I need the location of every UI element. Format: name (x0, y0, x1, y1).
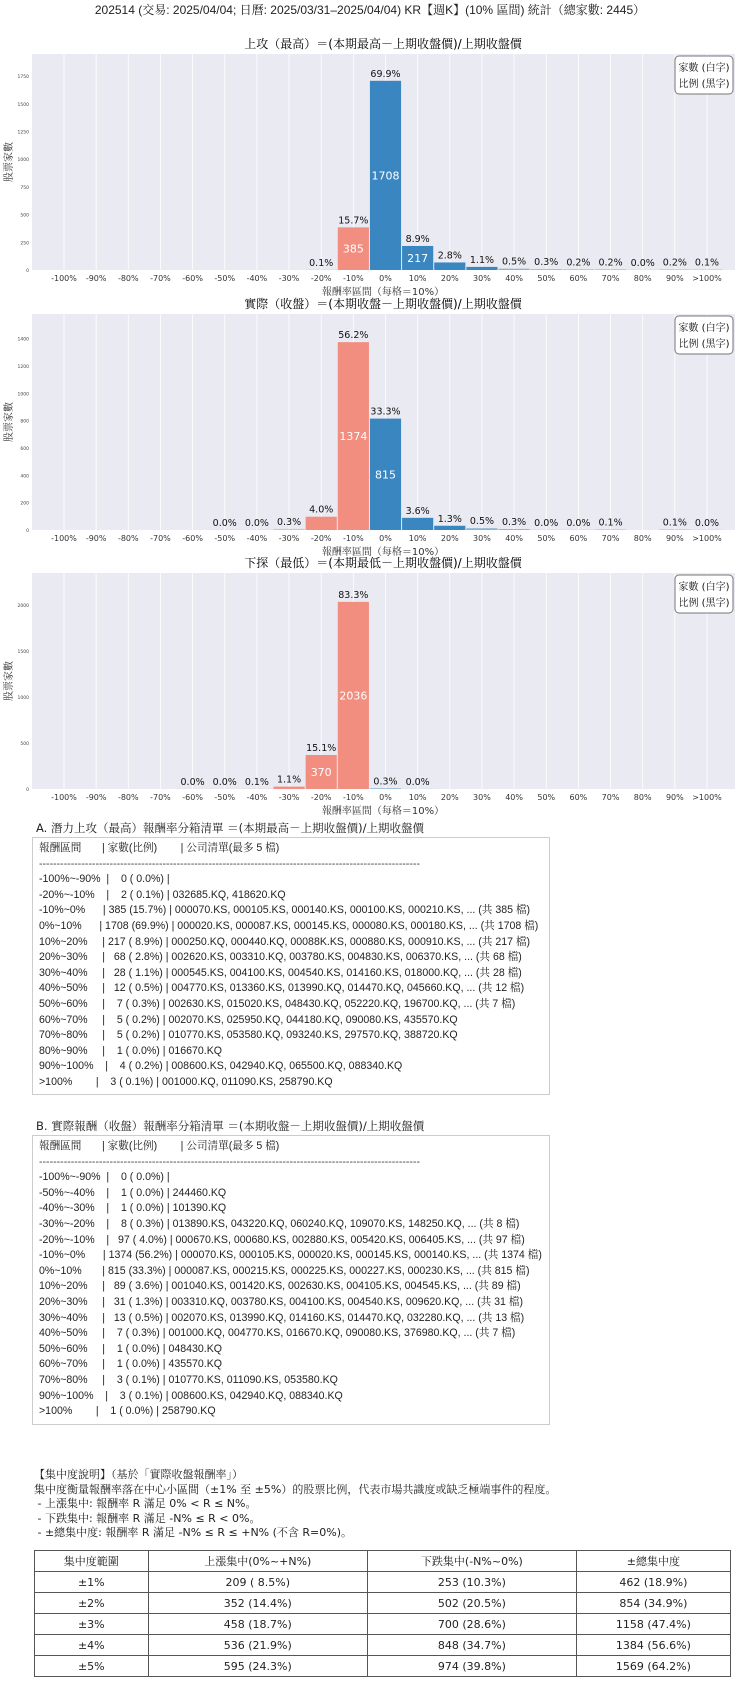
table-cell: 1569 (64.2%) (576, 1656, 730, 1677)
x-tick-label: 90% (665, 274, 684, 283)
list-row: 60%~70% | 1 ( 0.0%) | 435570.KQ (39, 1358, 223, 1371)
bar-percent-label: 33.3% (370, 406, 401, 418)
bar (434, 262, 465, 270)
table-row (35, 1572, 731, 1593)
y-tick-label: 1000 (17, 158, 29, 164)
y-tick-label: 800 (20, 419, 29, 425)
y-tick-label: 400 (20, 474, 29, 480)
x-tick-label: -60% (182, 534, 203, 543)
y-tick-label: 0 (26, 788, 29, 793)
note-line: - 下跌集中: 報酬率 R 滿足 -N% ≤ R < 0%。 (34, 1511, 261, 1525)
bar-percent-label: 0.3% (276, 516, 302, 528)
y-tick-label: 200 (20, 501, 29, 507)
list-row: -10%~0% | 1374 (56.2%) | 000070.KS, 000105.KS, 000020.KS, 000145.KS, 000140.KS, ... (共 1374 檔) (39, 1249, 542, 1262)
y-axis-label: 股票家數 (4, 142, 15, 182)
x-tick-label: -10% (343, 274, 364, 283)
x-tick-label: -30% (278, 793, 300, 802)
bar-percent-label: 0.5% (469, 516, 495, 528)
table-row (35, 1635, 731, 1656)
bar-percent-label: 83.3% (338, 589, 369, 601)
list-divider: ------------------------------------------------------------------------------------------------------------ (39, 857, 421, 870)
chart-downside-low (0, 553, 740, 815)
x-tick-label: 60% (569, 274, 588, 283)
x-tick-label: 20% (440, 274, 459, 283)
x-tick-label: 0% (379, 274, 392, 283)
y-tick-label: 1000 (17, 696, 29, 702)
y-tick-label: 1400 (17, 337, 29, 343)
table-cell: 974 (39.8%) (367, 1656, 576, 1677)
y-tick-label: 0 (26, 529, 29, 534)
bar-percent-label: 0.2% (662, 257, 687, 269)
legend-entry: 家數 (白字) (678, 323, 730, 334)
table-header-cell: 上漲集中(0%~+N%) (148, 1551, 367, 1572)
x-tick-label: -40% (246, 793, 268, 802)
x-tick-label: 60% (569, 793, 588, 802)
x-tick-label: -10% (343, 793, 364, 802)
list-row: 50%~60% | 1 ( 0.0%) | 048430.KQ (39, 1342, 223, 1355)
x-tick-label: 80% (633, 274, 652, 283)
bar-count-label: 370 (310, 765, 332, 779)
legend-entry: 比例 (黑字) (678, 339, 730, 350)
x-tick-label: 70% (601, 793, 620, 802)
x-tick-label: -50% (214, 274, 236, 283)
bar (370, 788, 401, 789)
list-row: -100%~-90% | 0 ( 0.0%) | (39, 1171, 170, 1184)
x-tick-label: 20% (440, 534, 459, 543)
chart-actual-close (0, 294, 740, 556)
table-cell: 1384 (56.6%) (576, 1635, 730, 1656)
bar-percent-label: 0.0% (694, 517, 720, 529)
list-header: 報酬區間 | 家數(比例) | 公司清單(最多 5 檔) (39, 842, 280, 854)
y-tick-label: 1250 (17, 130, 29, 136)
x-tick-label: -20% (310, 274, 332, 283)
bar-percent-label: 0.1% (694, 257, 720, 269)
x-tick-label: 80% (633, 793, 652, 802)
x-tick-label: 70% (601, 274, 620, 283)
x-tick-label: -70% (150, 534, 171, 543)
bar-percent-label: 0.0% (534, 517, 559, 529)
x-tick-label: -90% (85, 534, 107, 543)
y-tick-label: 1200 (17, 364, 29, 370)
y-tick-label: 250 (20, 241, 29, 247)
table-row (35, 1656, 731, 1677)
x-tick-label: 40% (505, 274, 523, 283)
list-row: 80%~90% | 1 ( 0.0%) | 016670.KQ (39, 1044, 223, 1057)
list-divider: ------------------------------------------------------------------------------------------------------------ (39, 1155, 421, 1168)
list-row: -20%~-10% | 97 ( 4.0%) | 000670.KS, 000680.KS, 002880.KS, 005420.KS, 006405.KS, ... (共 97 檔) (39, 1233, 525, 1246)
table-row (35, 1593, 731, 1614)
chart-title: 上攻（最高）＝(本期最高－上期收盤價)/上期收盤價 (244, 37, 522, 51)
y-tick-label: 1750 (17, 75, 29, 81)
x-axis-label: 報酬率區間（每格＝10%） (321, 287, 445, 296)
x-tick-label: 30% (473, 793, 491, 802)
x-tick-label: -30% (278, 534, 300, 543)
x-tick-label: 50% (537, 534, 556, 543)
y-tick-label: 600 (20, 446, 29, 452)
bar (499, 269, 530, 270)
list-row: -40%~-30% | 1 ( 0.0%) | 101390.KQ (39, 1202, 227, 1215)
bar-percent-label: 0.0% (212, 517, 237, 529)
list-row: 90%~100% | 3 ( 0.1%) | 008600.KS, 042940.KQ, 088340.KQ (39, 1389, 343, 1402)
list-row: -30%~-20% | 8 ( 0.3%) | 013890.KS, 043220.KQ, 060240.KQ, 109070.KS, 148250.KQ, ... (共 8 檔) (39, 1217, 520, 1230)
x-tick-label: 50% (537, 274, 556, 283)
bar (499, 529, 530, 530)
x-tick-label: -80% (117, 534, 139, 543)
bar (531, 269, 562, 270)
section-b-title: B. 實際報酬（收盤）報酬率分箱清單 ＝(本期收盤－上期收盤價)/上期收盤價 (36, 1119, 425, 1133)
x-tick-label: 0% (379, 534, 392, 543)
x-tick-label: -50% (214, 534, 236, 543)
list-row: 10%~20% | 217 ( 8.9%) | 000250.KQ, 000440.KQ, 00088K.KS, 000880.KS, 000910.KS, ... (共 217 檔) (39, 935, 531, 948)
note-line: - ±總集中度: 報酬率 R 滿足 -N% ≤ R ≤ +N% (不含 R=0%)。 (34, 1526, 353, 1539)
bar-percent-label: 0.3% (373, 776, 398, 788)
bar-percent-label: 8.9% (405, 233, 430, 245)
y-tick-label: 0 (26, 269, 29, 274)
legend-entry: 比例 (黑字) (678, 79, 730, 90)
table-cell: 352 (14.4%) (148, 1593, 367, 1614)
y-tick-label: 500 (20, 213, 29, 219)
list-row: >100% | 3 ( 0.1%) | 001000.KQ, 011090.KS, 258790.KQ (39, 1075, 333, 1088)
x-tick-label: -60% (182, 274, 203, 283)
bar (434, 526, 465, 530)
bar-percent-label: 15.1% (306, 742, 337, 754)
table-cell: ±3% (35, 1614, 149, 1635)
list-row: 50%~60% | 7 ( 0.3%) | 002630.KS, 015020.KS, 048430.KQ, 052220.KQ, 196700.KQ, ... (共 7 檔) (39, 997, 516, 1010)
bar-count-label: 1374 (339, 430, 368, 444)
x-tick-label: -70% (150, 793, 171, 802)
x-tick-label: -20% (310, 793, 332, 802)
x-tick-label: 70% (601, 534, 620, 543)
table-cell: 595 (24.3%) (148, 1656, 367, 1677)
chart-title: 實際（收盤）＝(本期收盤－上期收盤價)/上期收盤價 (244, 297, 522, 311)
bar-percent-label: 0.0% (212, 776, 237, 788)
bar-percent-label: 0.0% (566, 517, 591, 529)
table-cell: ±5% (35, 1656, 149, 1677)
bar-percent-label: 0.3% (502, 517, 527, 529)
x-tick-label: -60% (182, 793, 203, 802)
plot-area (32, 573, 735, 789)
bar-percent-label: 0.0% (244, 517, 269, 529)
x-tick-label: 90% (665, 793, 684, 802)
table-cell: 462 (18.9%) (576, 1572, 730, 1593)
x-tick-label: 10% (408, 793, 427, 802)
bar-percent-label: 0.0% (180, 776, 205, 788)
list-row: 0%~10% | 815 (33.3%) | 000087.KS, 000215.KS, 000225.KS, 000227.KS, 000230.KS, ... (共 815 檔) (39, 1264, 530, 1277)
x-tick-label: -30% (278, 274, 300, 283)
list-row: -100%~-90% | 0 ( 0.0%) | (39, 873, 170, 886)
table-cell: 253 (10.3%) (367, 1572, 576, 1593)
bar (466, 267, 497, 270)
list-row: 0%~10% | 1708 (69.9%) | 000020.KS, 000087.KS, 000145.KS, 000080.KS, 000180.KS, ... (共 1708 檔) (39, 919, 539, 932)
chart-upside-high (0, 34, 740, 296)
x-tick-label: 30% (473, 274, 491, 283)
x-tick-label: -90% (85, 793, 107, 802)
y-axis-label: 股票家數 (4, 661, 15, 701)
bar-count-label: 2036 (339, 689, 368, 703)
bar (563, 269, 594, 270)
x-tick-label: 90% (665, 534, 684, 543)
concentration-notes (34, 1468, 556, 1541)
x-axis-label: 報酬率區間（每格＝10%） (321, 806, 445, 815)
bar-percent-label: 0.3% (534, 257, 559, 269)
x-tick-label: 40% (505, 793, 523, 802)
table-cell: 848 (34.7%) (367, 1635, 576, 1656)
x-tick-label: 0% (379, 793, 392, 802)
x-tick-label: -90% (85, 274, 107, 283)
x-tick-label: 80% (633, 534, 652, 543)
x-tick-label: 20% (440, 793, 459, 802)
section-b-list (32, 1135, 550, 1425)
x-tick-label: -40% (246, 534, 268, 543)
chart-title: 下探（最低）＝(本期最低－上期收盤價)/上期收盤價 (244, 556, 522, 570)
x-tick-label: -100% (51, 793, 77, 802)
list-row: 10%~20% | 89 ( 3.6%) | 001040.KS, 001420.KS, 002630.KS, 004105.KS, 004545.KS, ... (共 89 檔) (39, 1280, 521, 1293)
bar (595, 269, 626, 270)
table-cell: 458 (18.7%) (148, 1614, 367, 1635)
section-a-title: A. 潛力上攻（最高）報酬率分箱清單 ＝(本期最高－上期收盤價)/上期收盤價 (36, 821, 424, 835)
bar-count-label: 815 (375, 468, 396, 482)
table-cell: 536 (21.9%) (148, 1635, 367, 1656)
list-row: 40%~50% | 12 ( 0.5%) | 004770.KS, 013360.KS, 013990.KQ, 014470.KQ, 045660.KQ, ... (共 12 檔) (39, 982, 525, 995)
bar-percent-label: 3.6% (405, 505, 430, 517)
y-tick-label: 1000 (17, 392, 29, 398)
x-tick-label: 40% (505, 534, 523, 543)
x-tick-label: 60% (569, 534, 588, 543)
bar (306, 517, 337, 530)
x-tick-label: -70% (150, 274, 171, 283)
table-cell: ±4% (35, 1635, 149, 1656)
table-row (35, 1614, 731, 1635)
bar-percent-label: 0.5% (502, 256, 527, 268)
list-row: 40%~50% | 7 ( 0.3%) | 001000.KQ, 004770.KS, 016670.KQ, 090080.KS, 376980.KQ, ... (共 7 檔) (39, 1327, 516, 1340)
x-tick-label: 10% (408, 534, 427, 543)
x-tick-label: 10% (408, 274, 427, 283)
table-cell: ±2% (35, 1593, 149, 1614)
list-row: 30%~40% | 28 ( 1.1%) | 000545.KS, 004100.KS, 004540.KS, 014160.KS, 018000.KQ, ... (共 28 檔) (39, 966, 522, 979)
bar-percent-label: 1.1% (276, 774, 302, 786)
table-cell: ±1% (35, 1572, 149, 1593)
legend-entry: 比例 (黑字) (678, 598, 730, 609)
list-row: 70%~80% | 5 ( 0.2%) | 010770.KS, 053580.KQ, 093240.KS, 297570.KQ, 388720.KQ (39, 1029, 458, 1042)
bar-count-label: 385 (342, 242, 364, 256)
x-axis-label: 報酬率區間（每格＝10%） (321, 547, 445, 556)
bar-count-label: 1708 (371, 169, 400, 183)
list-row: >100% | 1 ( 0.0%) | 258790.KQ (39, 1405, 216, 1418)
bar-percent-label: 69.9% (370, 68, 401, 80)
bar-percent-label: 1.3% (437, 513, 462, 525)
list-row: -10%~0% | 385 (15.7%) | 000070.KS, 000105.KS, 000140.KS, 000100.KS, 000210.KS, ... (共 385 檔) (39, 904, 531, 917)
y-tick-label: 500 (20, 742, 29, 748)
bar (273, 529, 304, 530)
y-tick-label: 2000 (17, 604, 29, 610)
table-cell: 854 (34.9%) (576, 1593, 730, 1614)
note-line: 集中度衡量報酬率落在中心小區間（±1% 至 ±5%）的股票比例，代表市場共識度或缺乏極端事件的程度。 (34, 1482, 557, 1496)
bar-percent-label: 0.2% (598, 257, 623, 269)
bar (466, 528, 497, 530)
bar-percent-label: 0.2% (566, 257, 591, 269)
x-tick-label: -80% (117, 793, 139, 802)
list-row: 60%~70% | 5 ( 0.2%) | 002070.KS, 025950.KQ, 044180.KQ, 090080.KS, 435570.KQ (39, 1013, 458, 1026)
x-tick-label: -40% (246, 274, 268, 283)
main-title: 202514 (交易: 2025/04/04; 日曆: 2025/03/31–2025/04/04) KR【週K】(10% 區間) 統計（總家數: 2445） (94, 3, 646, 17)
list-row: 70%~80% | 3 ( 0.1%) | 010770.KS, 011090.KS, 053580.KQ (39, 1373, 338, 1386)
bar-percent-label: 2.8% (437, 250, 462, 262)
bar (402, 518, 433, 530)
list-row: 20%~30% | 68 ( 2.8%) | 002620.KS, 003310.KQ, 003780.KS, 004830.KS, 006370.KS, ... (共 68 檔) (39, 951, 522, 964)
list-row: -20%~-10% | 2 ( 0.1%) | 032685.KQ, 418620.KQ (39, 888, 286, 901)
x-tick-label: -20% (310, 534, 332, 543)
legend-entry: 家數 (白字) (678, 582, 730, 593)
bar-percent-label: 0.0% (630, 257, 655, 269)
x-tick-label: -100% (51, 274, 77, 283)
table-cell: 502 (20.5%) (367, 1593, 576, 1614)
note-line: - 上漲集中: 報酬率 R 滿足 0% < R ≤ N%。 (34, 1497, 257, 1510)
list-row: 30%~40% | 13 ( 0.5%) | 002070.KS, 013990.KQ, 014160.KS, 014470.KQ, 032280.KQ, ... (共 13 檔) (39, 1311, 525, 1324)
bar-percent-label: 0.0% (405, 776, 430, 788)
bar-percent-label: 1.1% (469, 254, 495, 266)
bar-percent-label: 0.1% (309, 257, 334, 269)
table-cell: 700 (28.6%) (367, 1614, 576, 1635)
concentration-table (34, 1550, 731, 1677)
bar-percent-label: 4.0% (309, 504, 334, 516)
bar-percent-label: 0.1% (244, 776, 269, 788)
y-tick-label: 1500 (17, 102, 29, 108)
list-row: 20%~30% | 31 ( 1.3%) | 003310.KQ, 003780.KS, 004100.KS, 004540.KS, 009620.KQ, ... (共 31 檔) (39, 1295, 523, 1308)
x-tick-label: >100% (692, 274, 722, 283)
section-a-list (32, 837, 550, 1095)
bar-percent-label: 15.7% (338, 215, 369, 227)
y-tick-label: 1500 (17, 650, 29, 656)
x-tick-label: -50% (214, 793, 236, 802)
y-tick-label: 750 (20, 185, 29, 191)
table-cell: 209 ( 8.5%) (148, 1572, 367, 1593)
y-axis-label: 股票家數 (4, 402, 15, 442)
bar-percent-label: 56.2% (338, 330, 369, 342)
legend-entry: 家數 (白字) (678, 63, 730, 74)
bar-percent-label: 0.1% (598, 517, 623, 529)
x-tick-label: -100% (51, 534, 77, 543)
table-header-cell: 集中度範圍 (35, 1551, 149, 1572)
bar-percent-label: 0.1% (662, 517, 687, 529)
x-tick-label: -80% (117, 274, 139, 283)
x-tick-label: -10% (343, 534, 364, 543)
table-header-cell: ±總集中度 (576, 1551, 730, 1572)
x-tick-label: 30% (473, 534, 491, 543)
table-header-row (35, 1551, 731, 1572)
bar-count-label: 217 (407, 251, 429, 265)
table-cell: 1158 (47.4%) (576, 1614, 730, 1635)
note-line: 【集中度說明】（基於「實際收盤報酬率」） (34, 1468, 243, 1481)
bar (273, 787, 304, 789)
list-header: 報酬區間 | 家數(比例) | 公司清單(最多 5 檔) (39, 1140, 280, 1152)
x-tick-label: >100% (692, 534, 722, 543)
table-header-cell: 下跌集中(-N%~0%) (367, 1551, 576, 1572)
x-tick-label: 50% (537, 793, 556, 802)
list-row: -50%~-40% | 1 ( 0.0%) | 244460.KQ (39, 1186, 227, 1199)
list-row: 90%~100% | 4 ( 0.2%) | 008600.KS, 042940.KQ, 065500.KQ, 088340.KQ (39, 1060, 403, 1073)
x-tick-label: >100% (692, 793, 722, 802)
